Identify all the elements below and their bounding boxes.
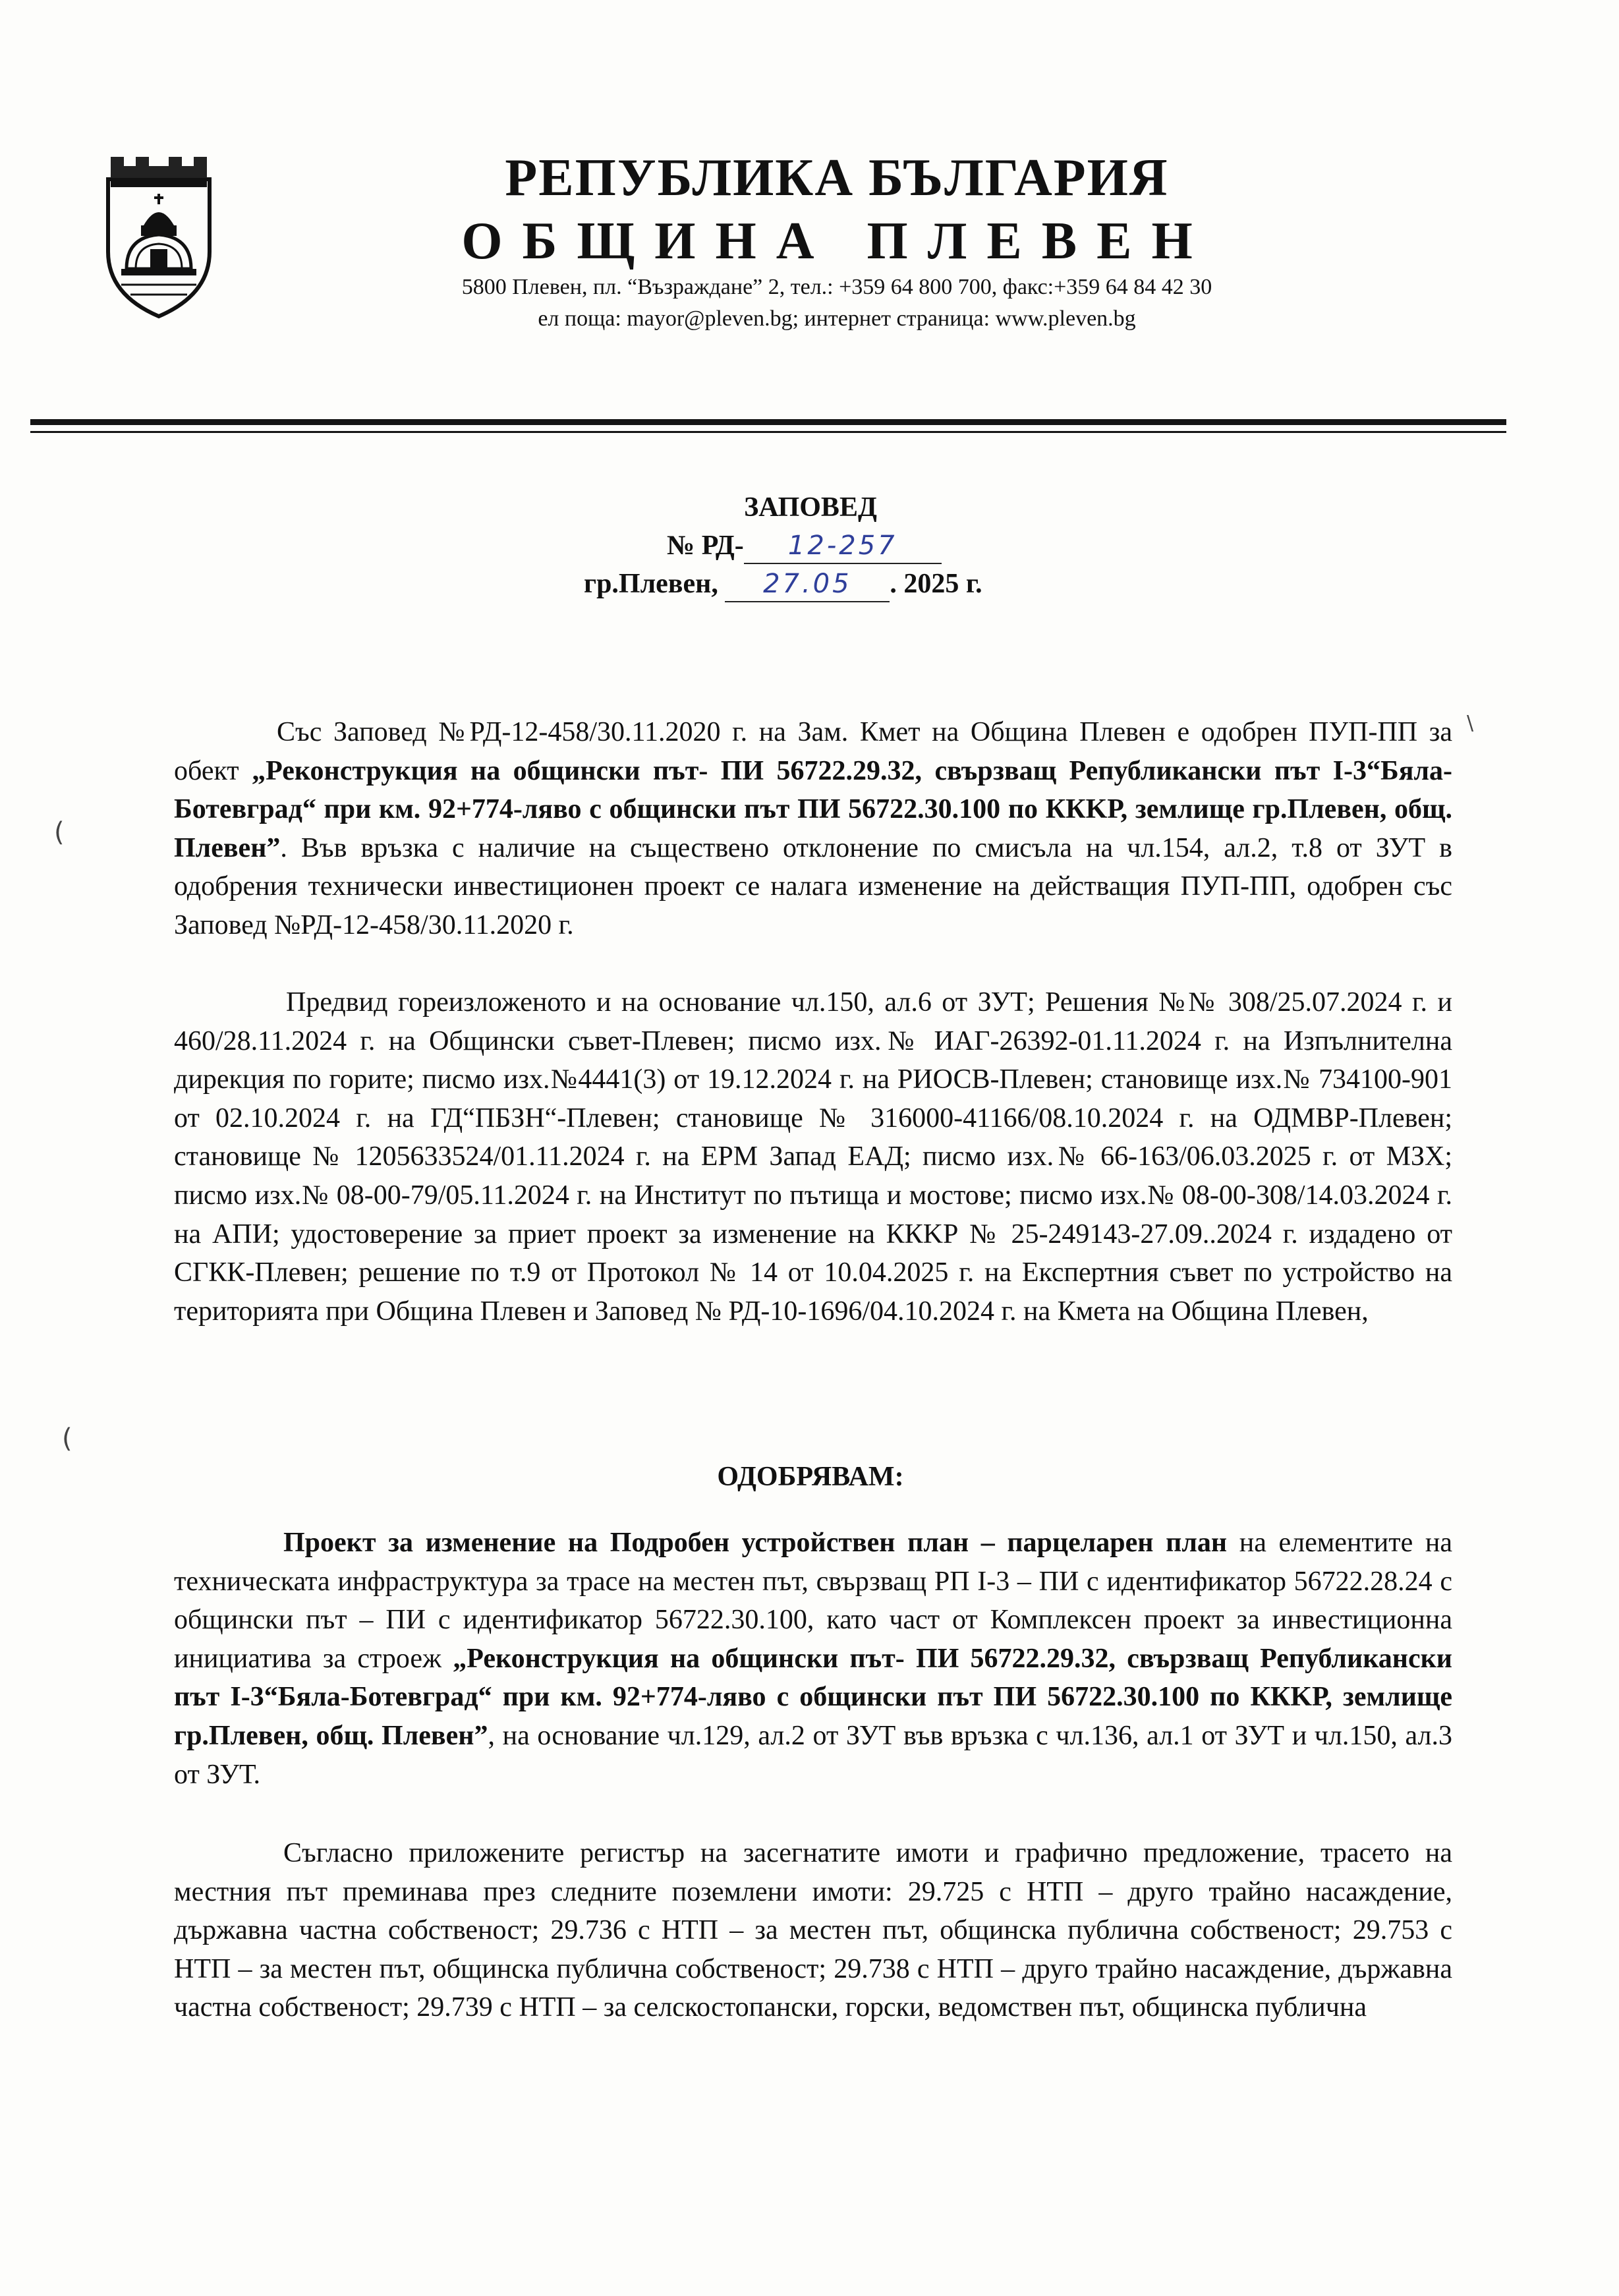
paragraph-grounds [174,983,1452,1331]
order-year: . 2025 г. [890,569,982,599]
approval-subject-bold: Проект за изменение на Подробен устройствен план – парцеларен план [283,1528,1228,1558]
scan-mark: ( [54,817,65,847]
project-name-bold: „Реконструкция на общински път- ПИ 56722.29.32, свързващ Републикански път I-3“Бяла-Ботевград“ при км. 92+774-ляво с общински път ПИ 56722.30.100 по ККKР, землище гр.Плевен, общ. Плевен” [174,755,1453,863]
header-divider-thin [30,431,1506,433]
pleven-coat-of-arms-icon [104,153,213,319]
order-number-prefix: № РД- [667,531,744,561]
paragraph-approval-text-b: , на основание чл.129, ал.2 от ЗУТ във връзка с чл.136, ал.1 от ЗУТ и чл.150, ал.3 от ЗУТ. [174,1720,1452,1790]
order-date-handwritten: 27.05 [725,567,890,602]
approve-heading: ОДОБРЯВАМ: [717,1462,904,1492]
header-address: 5800 Плевен, пл. “Възраждане” 2, тел.: +359 64 800 700, факс:+359 64 84 42 30 [461,275,1212,299]
order-title: ЗАПОВЕД [744,492,877,523]
paragraph-register [174,1834,1452,2027]
scan-mark: \ [1467,712,1474,735]
paragraph-approval-text-a: на елементите на техническата инфраструктура за трасе на местен път, свързващ РП I-3 – ПИ с идентификатор 56722.28.24 с общински път – ПИ с идентификатор 56722.30.100, като част от Комплексен проект за инвестиционна инициатива за строеж [174,1528,1452,1674]
header-subtitle: ОБЩИНА ПЛЕВЕН [461,212,1212,270]
paragraph-preamble [174,713,1452,945]
approval-project-name-bold: „Реконструкция на общински път- ПИ 56722.29.32, свързващ Републикански път I-3“Бяла-Ботевград“ при км. 92+774-ляво с общински път ПИ 56722.30.100 по ККKР, землище гр.Плевен, общ. Плевен” [174,1643,1452,1751]
paragraph-approval [174,1524,1452,1794]
paragraph-grounds-text: Предвид гореизложеното и на основание чл.150, ал.6 от ЗУТ; Решения №№ 308/25.07.2024 г. и 460/28.11.2024 г. на Общински съвет-Плевен; писмо изх.№ ИАГ-26392-01.11.2024 г. на Изпълнителна дирекция по горите; писмо изх.№4441(3) от 19.12.2024 г. на РИОСВ-Плевен; становище изх.№ 734100-901 от 02.10.2024 г. на ГД“ПБЗН“-Плевен; становище № 316000-41166/08.10.2024 г. на ОДМВР-Плевен; становище № 1205633524/01.11.2024 г. на ЕРМ Запад ЕАД; писмо изх.№ 66-163/06.03.2025 г. от МЗХ; писмо изх.№ 08-00-79/05.11.2024 г. на Институт по пътища и мостове; писмо изх.№ 08-00-308/14.03.2024 г. на АПИ; удостоверение за приет проект за изменение на ККKР № 25-249143-27.09..2024 г. издадено от СГКК-Плевен; решение по т.9 от Протокол № 14 от 10.04.2025 г. на Експертния съвет по устройство на територията при Община Плевен и Заповед № РД-10-1696/04.10.2024 г. на Кмета на Община Плевен, [174,987,1452,1327]
order-city: гр.Плевен, [584,569,718,599]
paragraph-register-text: Съгласно приложените регистър на засегнатите имоти и графично предложение, трасето на местния път преминава през следните поземлени имоти: 29.725 с НТП – друго трайно насаждение, държавна частна собственост; 29.736 с НТП – за местен път, общинска публична собственост; 29.753 с НТП – за местен път, общинска публична собственост; 29.738 с НТП – друго трайно насаждение, държавна частна собственост; 29.739 с НТП – за селскостопански, горски, ведомствен път, общинска публична [174,1838,1452,2023]
order-date-line [584,567,982,602]
order-number-line [667,529,942,564]
paragraph-preamble-text-a: Със Заповед №РД-12-458/30.11.2020 г. на Зам. Кмет на Община Плевен е одобрен ПУП-ПП за обект [174,717,1452,786]
order-number-handwritten: 12-257 [744,529,942,564]
scan-mark: ( [62,1423,72,1454]
paragraph-preamble-text-b: . Във връзка с наличие на съществено отклонение по смисъла на чл.154, ал.2, т.8 от ЗУТ в одобрения технически инвестиционен проект се налага изменение на действащия ПУП-ПП, одобрен със Заповед №РД-12-458/30.11.2020 г. [174,832,1452,940]
header-divider-thick [30,419,1506,425]
header-title: РЕПУБЛИКА БЪЛГАРИЯ [505,149,1169,207]
header-contacts: ел поща: mayor@pleven.bg; интернет страница: www.pleven.bg [538,306,1136,331]
